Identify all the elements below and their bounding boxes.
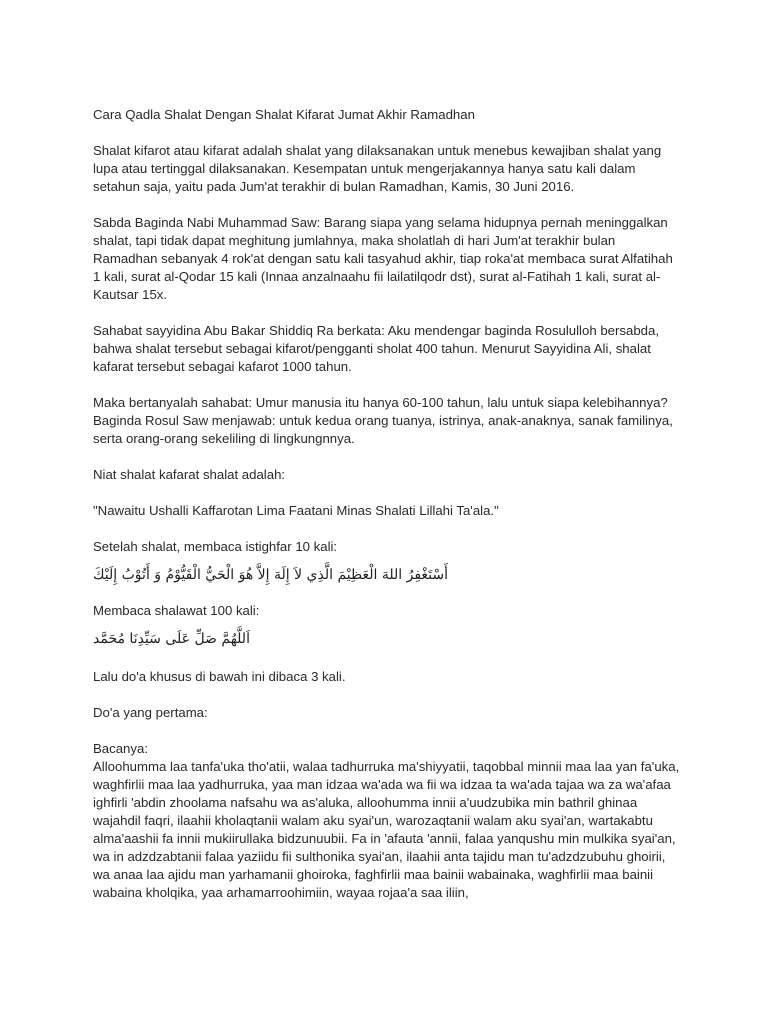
paragraph-istighfar-intro: Setelah shalat, membaca istighfar 10 kali: <box>93 539 338 554</box>
bacanya-label: Bacanya: <box>93 741 148 756</box>
paragraph-question: Maka bertanyalah sahabat: Umur manusia itu hanya 60-100 tahun, lalu untuk siapa kelebihannya?Baginda Rosul Saw menjawab: untuk kedua orang tuanya, istrinya, anak-anaknya, sanak familinya, serta orang-orang sekeliling di lingkungnnya. <box>93 395 673 446</box>
paragraph-doa-first: Do'a yang pertama: <box>93 705 208 720</box>
paragraph-niat-intro: Niat shalat kafarat shalat adalah: <box>93 467 286 482</box>
document-title: Cara Qadla Shalat Dengan Shalat Kifarat Jumat Akhir Ramadhan <box>93 107 475 122</box>
paragraph-niat-text: "Nawaitu Ushalli Kaffarotan Lima Faatani Minas Shalati Lillahi Ta'ala." <box>93 503 499 518</box>
document-body <box>93 106 683 920</box>
paragraph-shalawat-intro: Membaca shalawat 100 kali: <box>93 603 260 618</box>
arabic-istighfar: أَسْتَغْفِرُ اللهَ الْعَظِيْمَ الَّذِي لاَ إِلَهَ إِلاَّ هُوَ الْحَيُّ الْقَيُّوْمُ وَ أَتُوْبُ إِلَيْكَ <box>93 567 448 583</box>
arabic-shalawat: اَللَّهُمَّ صَلِّ عَلَى سَيِّدِنَا مُحَمَّد <box>93 631 250 647</box>
paragraph-doa-intro: Lalu do'a khusus di bawah ini dibaca 3 kali. <box>93 669 346 684</box>
bacanya-text: Alloohumma laa tanfa'uka tho'atii, walaa tadhurruka ma'shiyyatii, taqobbal minnii maa laa yan fa'uka, waghfirlii maa laa yadhurruka, yaa man idzaa wa'ada wa fii wa idzaa ta wa'ada tajaa wa za wa'afaa ighfirli 'abdin zhoolama nafsahu wa as'aluka, alloohumma innii a'uudzubika min bathril ghinaa wajahdil faqri, ilaahii kholaqtanii walam aku syai'un, warozaqtanii walam aku syai'an, wartakabtu alma'aashii fa innii mukiirullaka bidzunuubii. Fa in 'afauta 'annii, falaa yanqushu min mulkika syai'an, wa in adzdzabtanii falaa yaziidu fii sulthonika syai'an, ilaahii anta tajidu man tu'adzdzubuhu ghoirii, wa anaa laa ajidu man yarhamanii ghoiroka, faghfirlii maa bainii wabainaka, waghfirlii maa bainii wabaina kholqika, yaa arhamarroohimiin, wayaa rojaa'a saa iliin, <box>93 759 680 900</box>
paragraph-definition: Shalat kifarot atau kifarat adalah shalat yang dilaksanakan untuk menebus kewajiban shalat yang lupa atau tertinggal dilaksanakan. Kesempatan untuk mengerjakannya hanya satu kali dalam setahun saja, yaitu pada Jum'at terakhir di bulan Ramadhan, Kamis, 30 Juni 2016. <box>93 143 662 194</box>
paragraph-hadith: Sabda Baginda Nabi Muhammad Saw: Barang siapa yang selama hidupnya pernah meninggalkan shalat, tapi tidak dapat meghitung jumlahnya, maka sholatlah di hari Jum'at terakhir bulan Ramadhan sebanyak 4 rok'at dengan satu kali tasyahud akhir, tiap roka'at membaca surat Alfatihah 1 kali, surat al-Qodar 15 kali (Innaa anzalnaahu fii lailatilqodr dst), surat al-Fatihah 1 kali, surat al-Kautsar 15x. <box>93 215 673 302</box>
paragraph-abu-bakar: Sahabat sayyidina Abu Bakar Shiddiq Ra berkata: Aku mendengar baginda Rosululloh bersabda, bahwa shalat tersebut sebagai kifarot/pengganti sholat 400 tahun. Menurut Sayyidina Ali, shalat kafarat tersebut sebagai kafarot 1000 tahun. <box>93 323 659 374</box>
